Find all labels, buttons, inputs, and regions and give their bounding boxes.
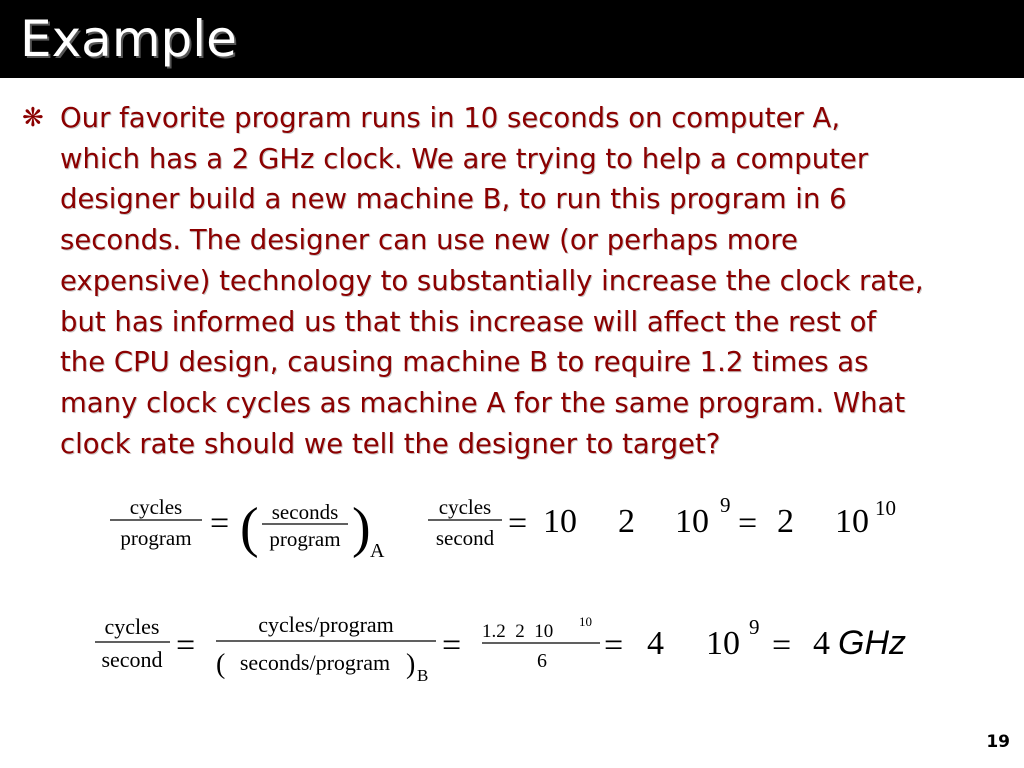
asterisk-bullet-icon: ❋ bbox=[22, 103, 44, 133]
eq1-equals-3: = bbox=[738, 505, 758, 542]
eq1-frac1-num: cycles bbox=[129, 495, 183, 519]
eq1-value-4: 2 bbox=[777, 503, 794, 540]
eq2-frac1-den: second bbox=[101, 647, 163, 672]
eq2-frac3-num: 1.2 2 10 bbox=[482, 621, 554, 642]
eq1-equals: = bbox=[210, 505, 230, 542]
eq2-subscript: B bbox=[417, 666, 429, 685]
eq1-frac2-den: program bbox=[269, 527, 341, 551]
eq1-open-paren: ( bbox=[240, 497, 259, 559]
eq2-open-paren: ( bbox=[216, 649, 226, 680]
eq1-value-3: 10 bbox=[675, 503, 709, 540]
eq2-value-1: 4 bbox=[647, 625, 664, 662]
eq1-value-5: 10 bbox=[835, 503, 869, 540]
eq1-equals-2: = bbox=[508, 505, 528, 542]
eq1-subscript: A bbox=[370, 540, 385, 562]
eq1-value-2: 2 bbox=[618, 503, 635, 540]
eq2-equals-4: = bbox=[772, 627, 792, 664]
slide-title: Example bbox=[20, 10, 237, 68]
eq2-frac2-num: cycles/program bbox=[258, 612, 394, 637]
eq2-result-unit: GHz bbox=[838, 624, 906, 662]
eq2-frac3-den: 6 bbox=[537, 650, 547, 672]
body-paragraph: Our favorite program runs in 10 seconds on computer A, which has a 2 GHz clock. We are trying to help a computer designer build a new machine B, to run this program in 6 seconds. The designer can use new (or perhaps more expensive) technology to substantially increase the clock rate, but has informed us that this increase will affect the rest of the CPU design, causing machine B to require 1.2 times as many clock cycles as machine A for the same program. What clock rate should we tell the designer to target? bbox=[60, 102, 924, 460]
eq2-result-num: 4 bbox=[813, 625, 830, 662]
eq2-exp-1: 9 bbox=[749, 615, 760, 639]
eq2-equals-3: = bbox=[604, 627, 624, 664]
page-number: 19 bbox=[986, 732, 1010, 752]
eq2-close-paren: ) bbox=[406, 649, 416, 680]
equation-2 bbox=[95, 612, 906, 685]
eq2-frac3-num-exp: 10 bbox=[579, 614, 592, 629]
eq1-exp-2: 10 bbox=[875, 496, 896, 520]
equation-1 bbox=[110, 493, 896, 562]
eq2-equals: = bbox=[176, 627, 196, 664]
eq2-frac2-den: seconds/program bbox=[239, 650, 391, 675]
eq2-equals-2: = bbox=[442, 627, 462, 664]
eq1-exp-1: 9 bbox=[720, 493, 731, 517]
eq1-frac2-num: seconds bbox=[271, 500, 339, 524]
eq2-value-2: 10 bbox=[706, 625, 740, 662]
eq1-frac1-den: program bbox=[120, 526, 192, 550]
eq2-frac1-num: cycles bbox=[104, 614, 160, 639]
eq1-frac3-den: second bbox=[435, 526, 495, 550]
eq1-frac3-num: cycles bbox=[438, 495, 492, 519]
eq1-value-1: 10 bbox=[543, 503, 577, 540]
eq1-close-paren: ) bbox=[352, 497, 371, 559]
